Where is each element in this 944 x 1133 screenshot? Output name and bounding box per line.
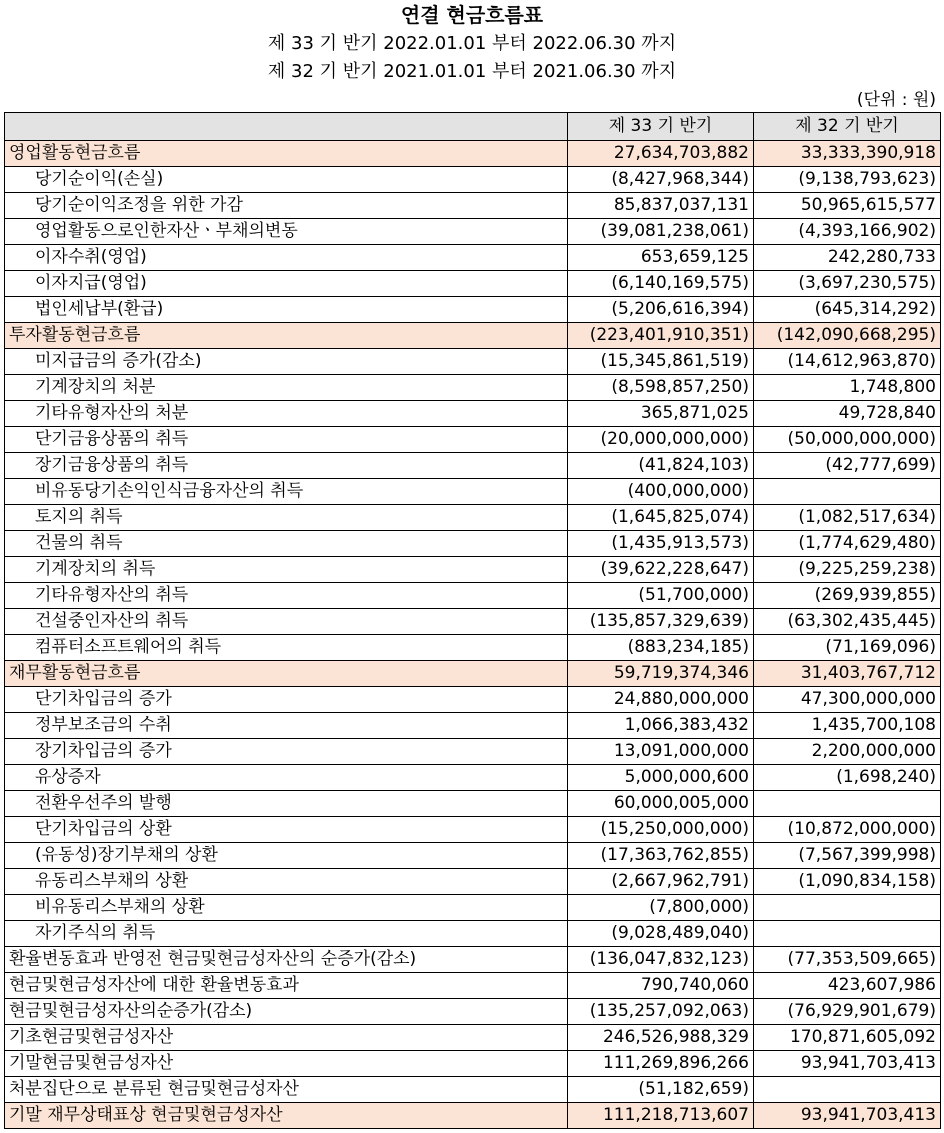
row-current-value: 1,066,383,432 <box>568 713 754 739</box>
title-block <box>0 0 944 114</box>
header-label <box>5 113 568 141</box>
row-prior-value: 93,941,703,413 <box>754 1103 941 1129</box>
row-current-value: 365,871,025 <box>568 401 754 427</box>
table-row <box>5 453 941 479</box>
row-label: 이자수취(영업) <box>5 245 568 271</box>
table-row <box>5 999 941 1025</box>
row-prior-value: (1,774,629,480) <box>754 531 941 557</box>
row-prior-value: 2,200,000,000 <box>754 739 941 765</box>
row-prior-value <box>754 479 941 505</box>
table-row <box>5 1051 941 1077</box>
row-label: 비유동당기손익인식금융자산의 취득 <box>5 479 568 505</box>
cash-flow-table <box>4 112 941 1129</box>
row-current-value: 60,000,005,000 <box>568 791 754 817</box>
row-current-value: 85,837,037,131 <box>568 193 754 219</box>
table-row <box>5 791 941 817</box>
row-prior-value: (3,697,230,575) <box>754 271 941 297</box>
row-label: 기타유형자산의 취득 <box>5 583 568 609</box>
table-row <box>5 817 941 843</box>
row-prior-value: 93,941,703,413 <box>754 1051 941 1077</box>
table-row <box>5 661 941 687</box>
table-row <box>5 973 941 999</box>
row-current-value: 653,659,125 <box>568 245 754 271</box>
row-label: 영업활동으로인한자산ㆍ부채의변동 <box>5 219 568 245</box>
table-row <box>5 479 941 505</box>
row-current-value: 13,091,000,000 <box>568 739 754 765</box>
row-current-value: (2,667,962,791) <box>568 869 754 895</box>
table-row <box>5 193 941 219</box>
row-current-value: (9,028,489,040) <box>568 921 754 947</box>
row-label: 기초현금및현금성자산 <box>5 1025 568 1051</box>
row-prior-value: (1,090,834,158) <box>754 869 941 895</box>
table-row <box>5 427 941 453</box>
row-prior-value: (9,138,793,623) <box>754 167 941 193</box>
table-row <box>5 869 941 895</box>
row-current-value: (8,427,968,344) <box>568 167 754 193</box>
row-label: 전환우선주의 발행 <box>5 791 568 817</box>
row-current-value: (1,435,913,573) <box>568 531 754 557</box>
row-label: 재무활동현금흐름 <box>5 661 568 687</box>
row-label: 건설중인자산의 취득 <box>5 609 568 635</box>
table-row <box>5 895 941 921</box>
header-prior: 제 32 기 반기 <box>754 113 941 141</box>
table-row <box>5 1103 941 1129</box>
row-prior-value: (7,567,399,998) <box>754 843 941 869</box>
row-prior-value: (1,698,240) <box>754 765 941 791</box>
row-prior-value: 242,280,733 <box>754 245 941 271</box>
period-prior: 제 32 기 반기 2021.01.01 부터 2021.06.30 까지 <box>267 61 677 82</box>
table-row <box>5 141 941 167</box>
row-label: 장기차입금의 증가 <box>5 739 568 765</box>
table-row <box>5 635 941 661</box>
row-prior-value: (1,082,517,634) <box>754 505 941 531</box>
row-current-value: (1,645,825,074) <box>568 505 754 531</box>
row-label: 컴퓨터소프트웨어의 취득 <box>5 635 568 661</box>
period-current: 제 33 기 반기 2022.01.01 부터 2022.06.30 까지 <box>267 33 677 54</box>
row-current-value: (20,000,000,000) <box>568 427 754 453</box>
row-label: 자기주식의 취득 <box>5 921 568 947</box>
row-current-value: (51,182,659) <box>568 1077 754 1103</box>
row-current-value: (6,140,169,575) <box>568 271 754 297</box>
row-prior-value: (76,929,901,679) <box>754 999 941 1025</box>
row-prior-value: 170,871,605,092 <box>754 1025 941 1051</box>
row-current-value: (39,081,238,061) <box>568 219 754 245</box>
row-label: 토지의 취득 <box>5 505 568 531</box>
row-current-value: (223,401,910,351) <box>568 323 754 349</box>
row-prior-value: (63,302,435,445) <box>754 609 941 635</box>
row-label: 단기차입금의 상환 <box>5 817 568 843</box>
row-prior-value: (9,225,259,238) <box>754 557 941 583</box>
header-current: 제 33 기 반기 <box>568 113 754 141</box>
row-label: 미지급금의 증가(감소) <box>5 349 568 375</box>
row-label: 정부보조금의 수취 <box>5 713 568 739</box>
row-current-value: (15,345,861,519) <box>568 349 754 375</box>
row-prior-value: (10,872,000,000) <box>754 817 941 843</box>
row-label: 영업활동현금흐름 <box>5 141 568 167</box>
table-row <box>5 765 941 791</box>
row-current-value: (41,824,103) <box>568 453 754 479</box>
row-current-value: 24,880,000,000 <box>568 687 754 713</box>
row-label: 유동리스부채의 상환 <box>5 869 568 895</box>
row-current-value: 790,740,060 <box>568 973 754 999</box>
row-current-value: (7,800,000) <box>568 895 754 921</box>
table-row <box>5 1025 941 1051</box>
row-label: 비유동리스부채의 상환 <box>5 895 568 921</box>
row-label: 당기순이익(손실) <box>5 167 568 193</box>
row-label: 법인세납부(환급) <box>5 297 568 323</box>
row-current-value: (135,257,092,063) <box>568 999 754 1025</box>
row-current-value: (15,250,000,000) <box>568 817 754 843</box>
row-prior-value: (71,169,096) <box>754 635 941 661</box>
row-prior-value: 49,728,840 <box>754 401 941 427</box>
row-prior-value: (42,777,699) <box>754 453 941 479</box>
table-row <box>5 323 941 349</box>
row-prior-value: (645,314,292) <box>754 297 941 323</box>
table-row <box>5 531 941 557</box>
row-prior-value: 1,748,800 <box>754 375 941 401</box>
row-label: 단기차입금의 증가 <box>5 687 568 713</box>
row-prior-value <box>754 791 941 817</box>
table-row <box>5 1077 941 1103</box>
row-label: 기계장치의 취득 <box>5 557 568 583</box>
table-row <box>5 557 941 583</box>
row-label: 유상증자 <box>5 765 568 791</box>
table-row <box>5 583 941 609</box>
table-row <box>5 687 941 713</box>
row-prior-value <box>754 921 941 947</box>
row-label: 당기순이익조정을 위한 가감 <box>5 193 568 219</box>
row-label: 장기금융상품의 취득 <box>5 453 568 479</box>
row-prior-value: (14,612,963,870) <box>754 349 941 375</box>
table-row <box>5 947 941 973</box>
row-label: 처분집단으로 분류된 현금및현금성자산 <box>5 1077 568 1103</box>
row-prior-value: 1,435,700,108 <box>754 713 941 739</box>
row-current-value: (883,234,185) <box>568 635 754 661</box>
row-prior-value: 423,607,986 <box>754 973 941 999</box>
row-label: 투자활동현금흐름 <box>5 323 568 349</box>
row-current-value: 5,000,000,600 <box>568 765 754 791</box>
row-current-value: (39,622,228,647) <box>568 557 754 583</box>
row-label: 기말 재무상태표상 현금및현금성자산 <box>5 1103 568 1129</box>
row-label: 건물의 취득 <box>5 531 568 557</box>
row-label: 환율변동효과 반영전 현금및현금성자산의 순증가(감소) <box>5 947 568 973</box>
row-current-value: (51,700,000) <box>568 583 754 609</box>
row-current-value: 111,269,896,266 <box>568 1051 754 1077</box>
table-row <box>5 401 941 427</box>
row-label: 현금및현금성자산에 대한 환율변동효과 <box>5 973 568 999</box>
row-prior-value: 47,300,000,000 <box>754 687 941 713</box>
row-label: (유동성)장기부채의 상환 <box>5 843 568 869</box>
table-row <box>5 297 941 323</box>
row-current-value: 246,526,988,329 <box>568 1025 754 1051</box>
row-current-value: (8,598,857,250) <box>568 375 754 401</box>
row-current-value: (5,206,616,394) <box>568 297 754 323</box>
row-prior-value: 50,965,615,577 <box>754 193 941 219</box>
row-current-value: 59,719,374,346 <box>568 661 754 687</box>
table-header-row <box>5 113 941 141</box>
row-current-value: (17,363,762,855) <box>568 843 754 869</box>
row-label: 기타유형자산의 처분 <box>5 401 568 427</box>
row-prior-value: (4,393,166,902) <box>754 219 941 245</box>
row-prior-value <box>754 1077 941 1103</box>
unit-label: (단위 : 원) <box>856 90 936 110</box>
row-current-value: (135,857,329,639) <box>568 609 754 635</box>
table-row <box>5 167 941 193</box>
table-row <box>5 713 941 739</box>
row-label: 현금및현금성자산의순증가(감소) <box>5 999 568 1025</box>
row-prior-value: (77,353,509,665) <box>754 947 941 973</box>
row-label: 기계장치의 처분 <box>5 375 568 401</box>
table-row <box>5 739 941 765</box>
row-prior-value: (50,000,000,000) <box>754 427 941 453</box>
table-row <box>5 219 941 245</box>
table-row <box>5 843 941 869</box>
table-row <box>5 505 941 531</box>
row-prior-value: 33,333,390,918 <box>754 141 941 167</box>
table-row <box>5 921 941 947</box>
table-row <box>5 245 941 271</box>
row-label: 단기금융상품의 취득 <box>5 427 568 453</box>
row-current-value: (136,047,832,123) <box>568 947 754 973</box>
row-current-value: 111,218,713,607 <box>568 1103 754 1129</box>
row-current-value: (400,000,000) <box>568 479 754 505</box>
table-row <box>5 375 941 401</box>
statement-title: 연결 현금흐름표 <box>400 3 544 27</box>
row-prior-value: 31,403,767,712 <box>754 661 941 687</box>
row-current-value: 27,634,703,882 <box>568 141 754 167</box>
table-row <box>5 609 941 635</box>
table-row <box>5 349 941 375</box>
row-prior-value: (142,090,668,295) <box>754 323 941 349</box>
table-row <box>5 271 941 297</box>
row-prior-value: (269,939,855) <box>754 583 941 609</box>
row-label: 이자지급(영업) <box>5 271 568 297</box>
row-label: 기말현금및현금성자산 <box>5 1051 568 1077</box>
row-prior-value <box>754 895 941 921</box>
